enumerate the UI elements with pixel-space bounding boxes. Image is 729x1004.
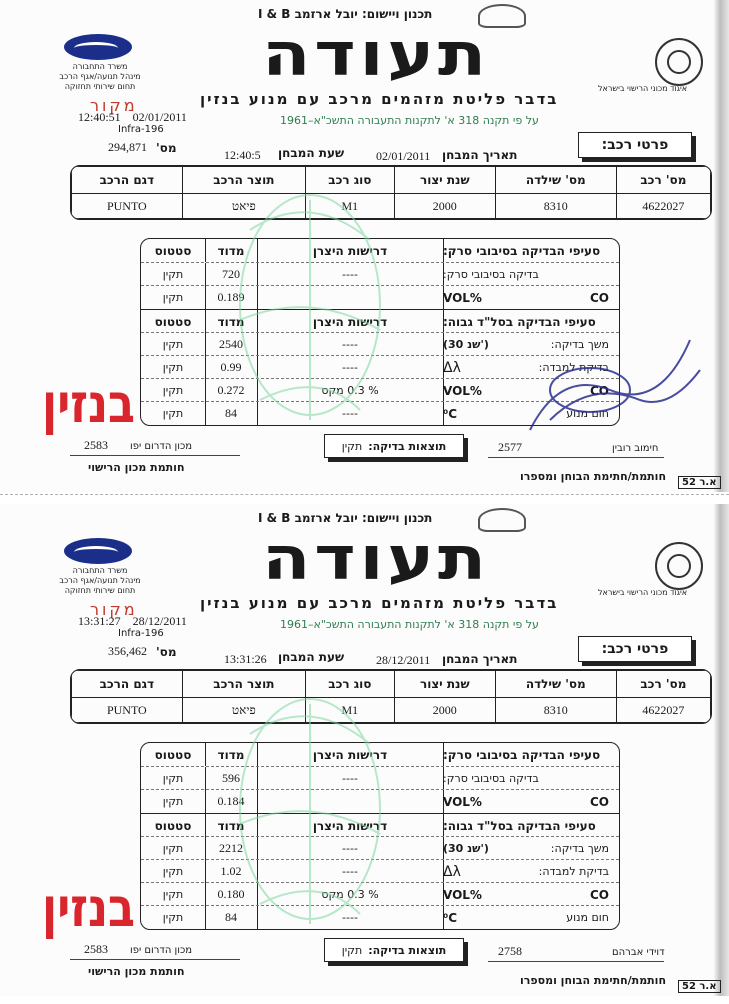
requirement-value: % 0.3 מקס [257, 379, 444, 402]
requirements-header: דרישות היצרן [257, 239, 444, 262]
header-cell: סוג רכב [305, 671, 394, 698]
vehicle-table [70, 165, 712, 220]
result-label: תוצאות בדיקה: [368, 439, 447, 453]
unit-left: VOL% [443, 383, 482, 398]
high-rpm-section-header [141, 309, 619, 333]
temp-unit: ⁰C [443, 910, 458, 925]
fuel-type-label: בנזין [42, 876, 136, 939]
idle-co-row [141, 789, 619, 813]
station-name: מכון הדרום יפו [130, 441, 193, 452]
lambda-row [141, 859, 619, 883]
status-value: תקין [141, 906, 206, 929]
unit-right: CO [589, 383, 609, 398]
lambda-label [443, 860, 609, 883]
test-date-label: תאריך המבחן [442, 652, 518, 666]
inspector-label: חותמת/חתימת הבוחן ומספרו [520, 974, 667, 987]
test-date: 28/12/2011 [376, 653, 431, 667]
production-year: 2000 [394, 194, 495, 219]
certificate-subtitle: בדבר פליטת מזהמים מרכב עם מנוע בנזין [200, 594, 559, 612]
status-value: תקין [141, 379, 206, 402]
idle-test-label: בדיקה בסיבובי סרק: [443, 268, 539, 281]
requirement-value: ---- [257, 767, 444, 790]
station-number: 2583 [84, 438, 108, 452]
vehicle-details-label: פרטי רכב: [578, 636, 692, 662]
certificate-2 [0, 504, 729, 996]
header-cell: דגם הרכב [72, 671, 183, 698]
status-value: תקין [141, 883, 206, 906]
status-value: תקין [141, 790, 206, 813]
test-time-label: שעת המבחן [278, 650, 345, 664]
certificate-1 [0, 0, 729, 492]
unit-right: CO [589, 794, 609, 809]
unit-left: VOL% [443, 290, 482, 305]
high-co-row [141, 378, 619, 402]
idle-co-row [141, 285, 619, 309]
lambda-name: בדיקת למבדה: [538, 865, 609, 878]
vehicle-make: פיאט [182, 194, 305, 219]
header-cell: דגם הרכב [72, 167, 183, 194]
unit-left: VOL% [443, 794, 482, 809]
requirement-value: ---- [257, 263, 444, 286]
association-text: איגוד מכוני הרישוי בישראל [598, 588, 688, 597]
idle-section-title: סעיפי הבדיקה בסיבובי סרק: [443, 747, 601, 762]
regulation-line: על פי תקנה 318 א' לתקנות התעבורה התשכ"א–1961 [280, 114, 539, 127]
requirements-header: דרישות היצרן [257, 743, 444, 766]
status-header: סטטוס [141, 310, 206, 333]
vehicle-value-row [72, 698, 711, 723]
measured-value: 2212 [205, 837, 258, 860]
status-value: תקין [141, 837, 206, 860]
original-stamp: מקור [90, 96, 138, 115]
measured-value: 84 [205, 906, 258, 929]
measured-value: 0.184 [205, 790, 258, 813]
duration-name: משך בדיקה: [550, 842, 609, 855]
header-cell: מס' רכב [616, 167, 710, 194]
temp-name: חום מנוע [566, 407, 609, 420]
scan-edge [713, 0, 729, 492]
print-date: 02/01/2011 [132, 110, 187, 124]
serial-label: מס' [156, 645, 177, 659]
test-date-label: תאריך המבחן [442, 148, 518, 162]
vehicle-type: M1 [305, 194, 394, 219]
print-timestamp [78, 110, 187, 125]
original-stamp: מקור [90, 600, 138, 619]
co-unit-label [443, 379, 609, 402]
vehicle-number: 4622027 [616, 194, 710, 219]
measured-value: 720 [205, 263, 258, 286]
ministry-text: משרד התחבורה מינהל תנועה/אגף הרכב תחום שירותי תחזוקה [59, 62, 141, 91]
ministry-logo-icon [64, 538, 132, 564]
vehicle-model: PUNTO [72, 698, 183, 723]
inspector-name: חימוב רובין [612, 443, 659, 454]
high-rpm-section-title: סעיפי הבדיקה בסל"ד גבוה: [443, 818, 596, 833]
vehicle-header-row [72, 167, 711, 194]
header-credit: תכנון ויישום: יובל ארזמב I & B [258, 511, 433, 525]
status-value: תקין [141, 333, 206, 356]
vehicle-value-row [72, 194, 711, 219]
temp-label [443, 906, 609, 929]
measured-value: 1.02 [205, 860, 258, 883]
status-value: תקין [141, 356, 206, 379]
lambda-symbol: Δλ [443, 863, 461, 880]
test-result-box [324, 434, 464, 458]
idle-rpm-row [141, 766, 619, 790]
unit-right: CO [589, 290, 609, 305]
header-cell: מס' שילדה [495, 671, 616, 698]
station-stamp-label: חותמת מכון הרישוי [88, 965, 185, 978]
vehicle-type: M1 [305, 698, 394, 723]
measured-header: מדוד [205, 239, 258, 262]
requirements-header: דרישות היצרן [257, 814, 444, 837]
station-stamp-label: חותמת מכון הרישוי [88, 461, 185, 474]
status-value: תקין [141, 767, 206, 790]
lambda-row [141, 355, 619, 379]
co-unit-label [443, 883, 609, 906]
production-year: 2000 [394, 698, 495, 723]
temp-name: חום מנוע [566, 911, 609, 924]
header-cell: תוצר הרכב [182, 167, 305, 194]
vehicle-model: PUNTO [72, 194, 183, 219]
vehicle-header-row [72, 671, 711, 698]
requirement-value: ---- [257, 402, 444, 425]
idle-test-label: בדיקה בסיבובי סרק: [443, 772, 539, 785]
regulation-line: על פי תקנה 318 א' לתקנות התעבורה התשכ"א–1961 [280, 618, 539, 631]
idle-section-header [141, 239, 619, 262]
device-model: Infra-196 [118, 628, 164, 639]
fuel-type-label: בנזין [42, 372, 136, 435]
station-name: מכון הדרום יפו [130, 945, 193, 956]
high-co-row [141, 882, 619, 906]
temp-label [443, 402, 609, 425]
vehicle-make: פיאט [182, 698, 305, 723]
duration-label [443, 837, 609, 860]
status-header: סטטוס [141, 743, 206, 766]
inspector-name: דוידי אברהם [612, 947, 665, 958]
device-model: Infra-196 [118, 124, 164, 135]
emission-test-table [140, 238, 620, 426]
requirement-value [257, 286, 444, 309]
station-signature-line [70, 455, 240, 456]
requirement-value: ---- [257, 860, 444, 883]
duration-suffix: (30 שנ') [443, 338, 489, 351]
inspector-signature-line [488, 457, 664, 458]
print-timestamp [78, 614, 187, 629]
result-value: תקין [341, 439, 363, 453]
measured-value: 2540 [205, 333, 258, 356]
vehicle-details-label: פרטי רכב: [578, 132, 692, 158]
emission-test-table [140, 742, 620, 930]
header-credit: תכנון ויישום: יובל ארזמב I & B [258, 7, 433, 21]
print-date: 28/12/2011 [132, 614, 187, 628]
test-date: 02/01/2011 [376, 149, 431, 163]
temp-unit: ⁰C [443, 406, 458, 421]
form-code: א.ר 52 [678, 980, 721, 993]
requirement-value [257, 790, 444, 813]
station-signature-line [70, 959, 240, 960]
measured-header: מדוד [205, 814, 258, 837]
serial-number: 294,871 [108, 140, 147, 154]
association-text: איגוד מכוני הרישוי בישראל [598, 84, 688, 93]
duration-row [141, 836, 619, 860]
unit-right: CO [589, 887, 609, 902]
idle-section-header [141, 743, 619, 766]
idle-section-title: סעיפי הבדיקה בסיבובי סרק: [443, 243, 601, 258]
association-seal-icon [655, 38, 703, 86]
requirement-value: % 0.3 מקס [257, 883, 444, 906]
measured-value: 84 [205, 402, 258, 425]
requirement-value: ---- [257, 906, 444, 929]
certificate-title: תעודה [262, 524, 490, 594]
status-value: תקין [141, 860, 206, 883]
lambda-symbol: Δλ [443, 359, 461, 376]
requirements-header: דרישות היצרן [257, 310, 444, 333]
duration-suffix: (30 שנ') [443, 842, 489, 855]
high-rpm-section-header [141, 813, 619, 837]
status-value: תקין [141, 402, 206, 425]
print-time: 12:40:51 [78, 110, 121, 124]
page-tear-separator [0, 494, 729, 495]
engine-temp-row [141, 905, 619, 929]
ministry-text: משרד התחבורה מינהל תנועה/אגף הרכב תחום שירותי תחזוקה [59, 566, 141, 595]
scan-edge [713, 504, 729, 996]
duration-label [443, 333, 609, 356]
measured-value: 0.99 [205, 356, 258, 379]
high-rpm-section-title: סעיפי הבדיקה בסל"ד גבוה: [443, 314, 596, 329]
requirement-value: ---- [257, 356, 444, 379]
test-result-box [324, 938, 464, 962]
ministry-logo-icon [64, 34, 132, 60]
test-time-label: שעת המבחן [278, 146, 345, 160]
header-cell: שנת יצור [394, 671, 495, 698]
serial-number: 356,462 [108, 644, 147, 658]
chassis-number: 8310 [495, 698, 616, 723]
header-cell: מס' רכב [616, 671, 710, 698]
requirement-value: ---- [257, 333, 444, 356]
measured-value: 596 [205, 767, 258, 790]
status-header: סטטוס [141, 239, 206, 262]
association-seal-icon [655, 542, 703, 590]
certificate-title: תעודה [262, 20, 490, 90]
certificate-subtitle: בדבר פליטת מזהמים מרכב עם מנוע בנזין [200, 90, 559, 108]
idle-rpm-row [141, 262, 619, 286]
lambda-label [443, 356, 609, 379]
header-cell: שנת יצור [394, 167, 495, 194]
result-value: תקין [341, 943, 363, 957]
header-cell: תוצר הרכב [182, 671, 305, 698]
chassis-number: 8310 [495, 194, 616, 219]
co-unit-label [443, 790, 609, 813]
measured-value: 0.180 [205, 883, 258, 906]
test-time: 12:40:5 [224, 148, 261, 162]
print-time: 13:31:27 [78, 614, 121, 628]
status-value: תקין [141, 286, 206, 309]
duration-name: משך בדיקה: [550, 338, 609, 351]
vehicle-number: 4622027 [616, 698, 710, 723]
inspector-signature-line [488, 961, 664, 962]
vehicle-table [70, 669, 712, 724]
measured-value: 0.272 [205, 379, 258, 402]
inspector-label: חותמת/חתימת הבוחן ומספרו [520, 470, 667, 483]
form-code: א.ר 52 [678, 476, 721, 489]
measured-header: מדוד [205, 743, 258, 766]
co-unit-label [443, 286, 609, 309]
serial-label: מס' [156, 141, 177, 155]
status-value: תקין [141, 263, 206, 286]
header-cell: סוג רכב [305, 167, 394, 194]
inspector-number: 2577 [498, 440, 522, 454]
station-number: 2583 [84, 942, 108, 956]
requirement-value: ---- [257, 837, 444, 860]
unit-left: VOL% [443, 887, 482, 902]
measured-header: מדוד [205, 310, 258, 333]
result-label: תוצאות בדיקה: [368, 943, 447, 957]
measured-value: 0.189 [205, 286, 258, 309]
duration-row [141, 332, 619, 356]
status-header: סטטוס [141, 814, 206, 837]
inspector-number: 2758 [498, 944, 522, 958]
engine-temp-row [141, 401, 619, 425]
test-time: 13:31:26 [224, 652, 267, 666]
header-cell: מס' שילדה [495, 167, 616, 194]
lambda-name: בדיקת למבדה: [538, 361, 609, 374]
